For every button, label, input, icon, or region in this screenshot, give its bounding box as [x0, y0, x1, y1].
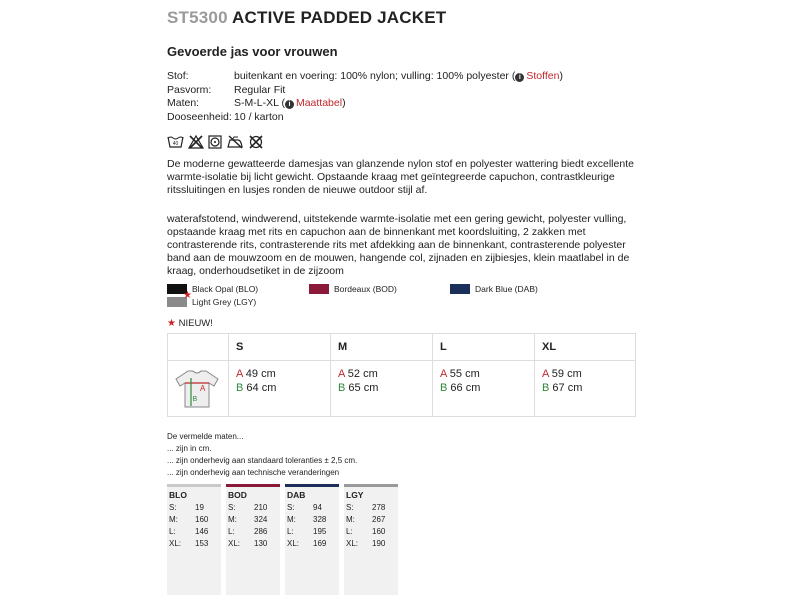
measure-b: B 64 cm	[236, 382, 277, 394]
stock-col-blo	[167, 484, 221, 595]
color-item-bod[interactable]	[309, 284, 397, 294]
spec-row-sizes	[167, 97, 563, 111]
product-subtitle: Gevoerde jas voor vrouwen	[167, 44, 338, 59]
spec-row-box	[167, 111, 563, 125]
spec-label: Stof:	[167, 70, 189, 82]
fabrics-link[interactable]: Stoffen	[526, 70, 560, 82]
spec-row-fabric	[167, 70, 563, 84]
stock-row: L: 286	[228, 527, 268, 536]
product-name: ACTIVE PADDED JACKET	[232, 8, 447, 27]
stock-row: XL: 169	[287, 539, 327, 548]
stock-row: XL: 190	[346, 539, 386, 548]
size-col-l	[433, 334, 535, 416]
color-label: Dark Blue (DAB)	[475, 284, 538, 294]
wash-40-icon	[167, 135, 184, 148]
measure-a: A 59 cm	[542, 368, 582, 380]
color-label: Light Grey (LGY)	[192, 297, 257, 307]
note-line: ... zijn onderhevig aan standaard toleranties ± 2,5 cm.	[167, 456, 358, 465]
product-features: waterafstotend, windwerend, uitstekende warmte-isolatie met een gering gewicht, polyester vulling, opstaande kraag met rits en capuchon aan de binnenkant met koordsluiting, 2 zakken met contrasterende rits, contrasterende rits met afdekking aan de binnenkant, contrasterende polyester band aan de mouwzoom en de mouwen, hangende col, zijnaden en zijbiesjes, klein maatlabel in de kraag, onderhoudsetiket in de zijzoom	[167, 213, 630, 277]
size-header: XL	[535, 334, 635, 361]
note-line: ... zijn onderhevig aan technische veranderingen	[167, 468, 340, 477]
size-table-illustration-col	[168, 334, 229, 416]
measure-b: B 65 cm	[338, 382, 379, 394]
size-header: M	[331, 334, 432, 361]
info-icon: i	[515, 73, 524, 82]
stock-row: S: 19	[169, 503, 204, 512]
product-description: De moderne gewatteerde damesjas van glanzende nylon stof en polyester wattering biedt excellente warmte-isolatie bij licht gewicht. Opstaande kraag met geïntegreerde capuchon, contrastkleurige ritssluitingen en lusjes ronden de nieuwe outdoor stijl af.	[167, 158, 634, 196]
stock-row: M: 267	[346, 515, 386, 524]
spec-label: Maten:	[167, 97, 200, 109]
size-col-xl	[535, 334, 635, 416]
size-col-m	[331, 334, 433, 416]
stock-row: S: 210	[228, 503, 268, 512]
note-line: De vermelde maten...	[167, 432, 244, 441]
stock-row: L: 160	[346, 527, 386, 536]
size-chart-link[interactable]: Maattabel	[295, 97, 343, 109]
stock-row: M: 324	[228, 515, 268, 524]
note-line: ... zijn in cm.	[167, 444, 212, 453]
color-label: Black Opal (BLO)	[192, 284, 259, 294]
spec-list	[167, 70, 563, 124]
size-col-s	[229, 334, 331, 416]
measure-a: A 52 cm	[338, 368, 378, 380]
stock-col-dab	[285, 484, 339, 595]
no-iron-icon	[226, 135, 244, 149]
color-item-blo[interactable]	[167, 284, 258, 294]
color-swatch	[167, 290, 192, 307]
stock-row: S: 278	[346, 503, 386, 512]
new-star-icon: ★	[183, 290, 192, 301]
svg-text:40: 40	[172, 141, 179, 147]
stock-row: M: 160	[169, 515, 209, 524]
color-label: Bordeaux (BOD)	[334, 284, 397, 294]
stock-col-lgy	[344, 484, 398, 595]
stock-color-code: DAB	[287, 490, 306, 500]
measure-a: A 55 cm	[440, 368, 480, 380]
spec-value: Regular Fit	[234, 83, 286, 96]
stock-row: L: 146	[169, 527, 209, 536]
stock-color-code: BLO	[169, 490, 187, 500]
spec-value: 10 / karton	[234, 110, 284, 123]
spec-value: S-M-L-XL ( i Maattabel)	[234, 97, 346, 109]
spec-label: Dooseenheid:	[167, 110, 232, 123]
new-star-icon: ★	[167, 318, 176, 329]
tumble-dry-icon	[208, 135, 222, 149]
size-header: L	[433, 334, 534, 361]
svg-text:A: A	[200, 384, 206, 393]
new-legend	[167, 318, 213, 329]
stock-color-code: LGY	[346, 490, 364, 500]
spec-value: buitenkant en voering: 100% nylon; vulling: 100% polyester ( i Stoffen)	[234, 70, 563, 82]
care-icons	[167, 135, 264, 149]
size-table	[167, 333, 636, 417]
color-item-lgy[interactable]	[167, 290, 257, 307]
spec-label: Pasvorm:	[167, 83, 212, 96]
color-item-dab[interactable]	[450, 284, 538, 294]
new-label: NIEUW!	[178, 318, 213, 329]
svg-text:B: B	[192, 396, 198, 403]
no-dry-clean-icon	[248, 135, 264, 149]
measure-b: B 67 cm	[542, 382, 583, 394]
product-code: ST5300	[167, 8, 228, 27]
stock-table	[167, 484, 398, 595]
garment-measure-icon	[174, 369, 220, 409]
no-bleach-icon	[188, 135, 204, 149]
size-notes	[167, 431, 357, 479]
stock-row: M: 328	[287, 515, 327, 524]
measure-b: B 66 cm	[440, 382, 481, 394]
stock-color-code: BOD	[228, 490, 247, 500]
info-icon: i	[285, 100, 294, 109]
size-header: S	[229, 334, 330, 361]
stock-col-bod	[226, 484, 280, 595]
color-swatch	[450, 284, 470, 294]
spec-row-fit	[167, 84, 563, 98]
stock-row: L: 195	[287, 527, 327, 536]
stock-row: S: 94	[287, 503, 322, 512]
stock-row: XL: 130	[228, 539, 268, 548]
stock-row: XL: 153	[169, 539, 209, 548]
measure-a: A 49 cm	[236, 368, 276, 380]
color-swatch	[309, 284, 329, 294]
page-title	[167, 8, 446, 28]
